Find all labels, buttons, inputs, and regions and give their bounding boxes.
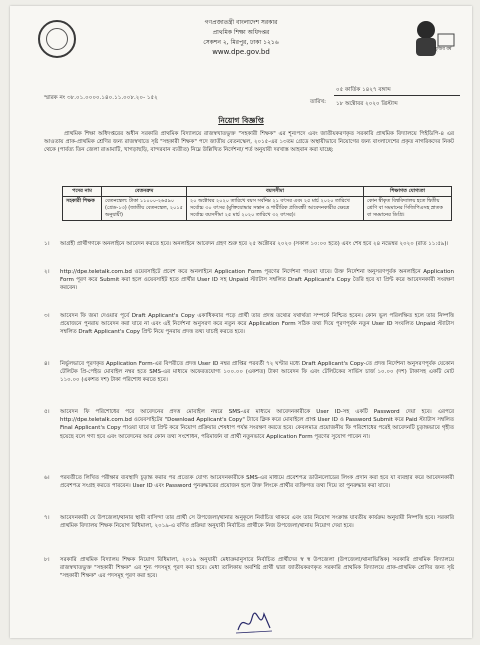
- table-row: [63, 197, 452, 221]
- table-header-post: পদের নাম: [63, 187, 102, 197]
- notice-page: [10, 6, 472, 638]
- memo-date-label: তারিখ:: [310, 99, 327, 105]
- table-cell-post: সহকারী শিক্ষক: [63, 197, 102, 221]
- signature-icon: [234, 608, 274, 636]
- table-header-row: [63, 187, 452, 197]
- memo-number: স্মারক নং ৩৮.০১.০০০০.১৪০.১১.০০৮.২০- ১৫২: [44, 95, 158, 101]
- notice-title: নিয়োগ বিজ্ঞপ্তি: [218, 116, 264, 125]
- table-header-pay: বেতনক্রম: [102, 187, 187, 197]
- list-item: ৫। আবেদন ফি পরিশোধের পরে আবেদনের প্রদত্ত মোবাইল নম্বরে SMS-এর মাধ্যমে আবেদনকারীকে User ID-সহ একটি Password দেয়া হবে। এরপরে http://dpe.teletalk.com.bd ওয়েবসাইটের "Download Applicant's Copy" ট্যাবে ক্লিক করে মোবাইলে প্রাপ্ত User ID ও Password Submit করে Paid স্ট্যাটাস সম্বলিত Final Applicant's Copy পাওয়া যাবে যা প্রিন্ট করে নিয়োগ প্রক্রিয়ার শেষধাপ পর্যন্ত সংরক্ষণ করতে হবে। কেবলমাত্র প্রয়োজনীয় ফি পরিশোধের পরেই আবেদনটি চূড়ান্তভাবে গৃহীত হয়েছে বলে গণ্য হবে এবং আবেদনের আর কোন তথ্য সংশোধন, পরিমার্জন বা প্রার্থী নতুনভাবে Application Form পূরণের সুযোগ পাবেন না।: [44, 409, 454, 440]
- post-details-table: [62, 186, 452, 221]
- memo-date-english: ১৮ অক্টোবর ২০২০ খ্রিস্টাব্দ: [336, 101, 398, 107]
- date-divider: [334, 95, 460, 96]
- header-government: গণপ্রজাতন্ত্রী বাংলাদেশ সরকার: [204, 19, 278, 26]
- list-item: ৩। আবেদন ফি জমা দেওয়ার পূর্বে Draft Applicant's Copy একাধিকবার পড়ে প্রার্থী তার প্রদত্ত তথ্যের যথার্থতা সম্পর্কে নিশ্চিত হবেন। কোন ভুল পরিলক্ষিত হলে তার নিষ্পত্তি প্রয়োজনে পুনরায় আবেদন করা যাবে না এবং এই নির্দেশনা অনুসরণ করে নতুন করে Application Form সঠিক তথ্য দিয়ে পূরণপূর্বক নতুন User ID সংবলিত Unpaid স্ট্যাটাস সম্বলিত Draft Applicant's Copy প্রিন্ট নিয়ে পুনরায় প্রদত্ত তথ্য যাচাই করতে হবে।: [44, 313, 454, 336]
- intro-paragraph: প্রাথমিক শিক্ষা অধিদপ্তরের অধীন সরকারি প্রাথমিক বিদ্যালয়ে রাজস্বখাতভুক্ত "সহকারী শিক্ষক" এর শূন্যপদে এবং জাতীয়করণকৃত সরকারি প্রাথমিক বিদ্যালয়ে পিইডিপি-৪ এর আওতায় প্রাক-প্রাথমিক শ্রেণির জন্য রাজস্বখাতে সৃষ্ট "সহকারী শিক্ষক" পদে জাতীয় বেতনস্কেল, ২০১৫-এর ১৩তম গ্রেডে অস্থায়ীভাবে নিয়োগের জন্য বাংলাদেশের প্রকৃত নাগরিকদের নিকট থেকে (পার্বত্য তিন জেলা রাঙামাটি, খাগড়াছড়ি, বান্দরবান ব্যতীত) নিম্নে উল্লিখিত নির্দেশনা/ শর্ত অনুযায়ী দরখাস্ত আহবান করা যাচ্ছে:: [44, 131, 454, 154]
- table-cell-age: ২০ অক্টোবর ২০২০ তারিখে বয়স সর্বনিম্ন ২১ বৎসর এবং ২৫ মার্চ ২০২০ তারিখে সর্বোচ্চ ৩০ বৎসর (মুক্তিযোদ্ধার সন্তান ও শারীরিক প্রতিবন্ধী আবেদনকারীর ক্ষেত্রে সর্বোচ্চ বয়সসীমা ২৫ মার্চ ২০২০ তারিখে ৩২ বৎসর)।: [187, 197, 364, 221]
- memo-date-bangla: ০৫ কার্তিক ১৪২৭ বঙ্গাব্দ: [336, 87, 391, 93]
- header-website[interactable]: www.dpe.gov.bd: [212, 48, 270, 56]
- table-header-age: বয়সসীমা: [187, 187, 364, 197]
- list-item: ১। আগ্রহী প্রার্থীগণকে অনলাইনে আবেদন করতে হবে। অনলাইনে আবেদন গ্রহণ শুরু হবে ২৫ অক্টোবর ২০২০ (সকাল ১০:০০ হতে) এবং শেষ হবে ২৪ নভেম্বর ২০২০ (রাত ১১:৫৯)।: [44, 241, 449, 247]
- list-item: ৭। আবেদনকারী যে উপজেলা/থানার স্থায়ী বাসিন্দা তার প্রার্থী সে উপজেলা/থানার অনুকূলে নির্বাচিত থাকবে এবং তার নিয়োগ সংক্রান্ত যাবতীয় কার্যক্রম অনুযায়ী নিষ্পত্তি হবে। সরকারি প্রাথমিক বিদ্যালয় শিক্ষক নিয়োগ বিধিমালা, ২০১৯-এ বর্ণিত প্রক্রিয়া অনুযায়ী নির্বাচিত প্রার্থীকে নিজ উপজেলা/থানায় নিয়োগ দেয়া হবে।: [44, 515, 454, 530]
- list-item: ২। http://dpe.teletalk.com.bd ওয়েবসাইটে প্রবেশ করে অনলাইনে Application Form পূরণের নির্দেশনা পাওয়া যাবে। উক্ত নির্দেশনা অনুসরণপূর্বক অনলাইনে Application Form পূরণ করে Submit করা হলে ওয়েবসাইট হতে প্রার্থীর User ID সহ Unpaid স্ট্যাটাস সম্বলিত Draft Applicant's Copy তৈরি হবে যা প্রিন্ট করে আবেদনকারী সংরক্ষণ করবেন।: [44, 269, 454, 292]
- header-address: সেকশন ২, মিরপুর, ঢাকা ১২১৬: [203, 39, 279, 46]
- list-item: ৮। সরকারি প্রাথমিক বিদ্যালয় শিক্ষক নিয়োগ বিধিমালা, ২০১৯ অনুযায়ী মেধাক্রমানুসারে নির্বাচিত প্রার্থীদের স্ব স্ব উপজেলা (উপজেলা/থানাভিত্তিক) সরকারি প্রাথমিক বিদ্যালয়ে রাজস্বখাতভুক্ত "সহকারী শিক্ষক" এর শূন্য পদসমূহ পূরণ করা হবে। মেধা তালিকায় অবশিষ্ট প্রার্থী দ্বারা জাতীয়করণকৃত সরকারি প্রাথমিক বিদ্যালয়ে প্রাক-প্রাথমিক শ্রেণির জন্য সৃষ্ট "সহকারী শিক্ষক" এর পদসমূহ পূরণ করা হবে।: [44, 557, 454, 580]
- table-cell-education: কোন স্বীকৃত বিশ্ববিদ্যালয় হতে দ্বিতীয় শ্রেণি বা সমমানের সিজিপিএসহ স্নাতক বা সমমানের ডিগ্রি।: [364, 197, 452, 221]
- list-item: ৬। পরবর্তীতে লিখিত পরীক্ষার ব্যবস্থাদি চূড়ান্ত করার পর প্রত্যেক যোগ্য আবেদনকারীকে SMS-এর মাধ্যমে প্রবেশপত্র ডাউনলোডের লিংক প্রদান করা হবে যা ব্যবহার করে আবেদনকারী প্রবেশপত্র সংগ্রহ করতে পারবেন। User ID এবং Password পুনরুদ্ধারের প্রয়োজন হলে উক্ত লিংকে প্রার্থীর ব্যক্তিগত তথ্য দিয়ে তা পুনরুদ্ধার করা যাবে।: [44, 475, 454, 490]
- list-item: ৪। নির্ভুলভাবে পূরণকৃত Application Form-এর বিপরীতে প্রদত্ত User ID নম্বর প্রাপ্তির পরবর্তী ৭২ ঘণ্টার মধ্যে Draft Applicant's Copy-তে প্রদত্ত নির্দেশনা অনুসরণপূর্বক যেকোন টেলিটক প্রি-পেইড মোবাইল নম্বর হতে SMS-এর মাধ্যমে অফেরতযোগ্য ১০০.০০ (একশত) টাকা আবেদন ফি এবং টেলিটকের সার্ভিস চার্জ ১০.০০ (দশ) টাকাসহ একটি মোট ১১০.০০ (একশত দশ) টাকা পরিশোধ করতে হবে।: [44, 361, 454, 384]
- table-header-education: শিক্ষাগত যোগ্যতা: [364, 187, 452, 197]
- table-cell-pay: বেতনস্কেল: টাকা ১১০০০-২৬৫৯০ (গ্রেড-১৩) (জাতীয় বেতনস্কেল, ২০১৫ অনুযায়ী): [102, 197, 187, 221]
- header-directorate: প্রাথমিক শিক্ষা অধিদপ্তর: [212, 29, 270, 36]
- mujib-logo-caption: মুজিব বর্ষ: [434, 47, 452, 52]
